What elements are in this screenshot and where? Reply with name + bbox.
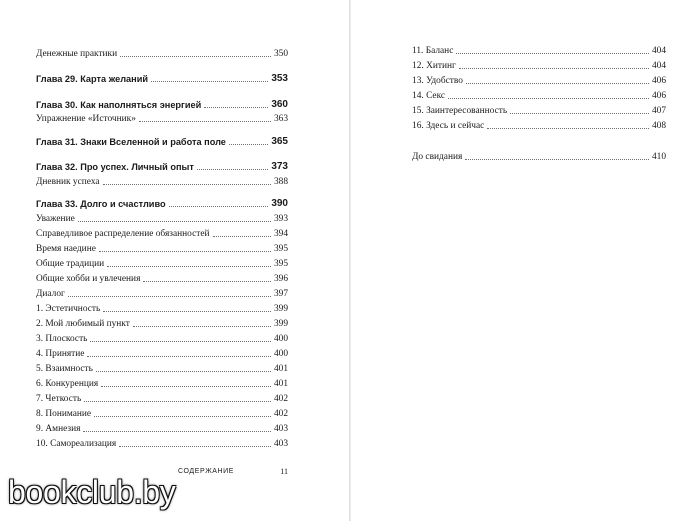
toc-entry-page: 401 [273,379,288,389]
dot-leader [96,371,271,372]
toc-entry-title: 15. Заинтересованность [412,106,508,116]
toc-chapter [36,198,288,210]
toc-entry-title: 3. Плоскость [36,334,88,344]
toc-entry-title: 7. Четкость [36,394,82,404]
dot-leader [133,326,271,327]
page-gutter [349,0,351,521]
dot-leader [510,113,649,114]
dot-leader [229,144,268,145]
toc-entry-page: 402 [273,409,288,419]
toc-chapter [36,73,288,85]
toc-chapter [36,136,288,148]
toc-entry-title: 8. Понимание [36,409,92,419]
toc-entry-title: Упражнение «Источник» [36,114,136,124]
toc-entry [412,75,666,87]
toc-entry-page: 403 [273,424,288,434]
toc-entry [36,318,288,330]
toc-entry-title: Дневник успеха [36,177,100,187]
toc-entry-page: 408 [651,121,666,131]
toc-entry-title: 9. Амнезия [36,424,81,434]
toc-entry-title: Справедливое распределение обязанностей [36,229,210,239]
dot-leader [487,128,649,129]
toc-entry-title: 16. Здесь и сейчас [412,121,485,131]
toc-entry-title: Глава 31. Знаки Вселенной и работа поле [36,137,226,147]
toc-entry-page: 365 [271,136,288,147]
toc-entry [412,45,666,57]
toc-entry [36,273,288,285]
dot-leader [101,386,271,387]
toc-entry-page: 404 [651,46,666,56]
footer-page-number: 11 [280,466,288,476]
dot-leader [120,56,271,57]
toc-entry [36,176,288,188]
toc-entry [36,378,288,390]
dot-leader [90,341,270,342]
toc-entry-title: Уважение [36,214,75,224]
toc-entry-title: Глава 30. Как наполняться энергией [36,100,202,110]
toc-entry [36,408,288,420]
toc-entry-page: 360 [271,99,288,110]
toc-entry-page: 395 [273,259,288,269]
footer-section-label: СОДЕРЖАНИЕ [178,467,235,475]
dot-leader [143,281,271,282]
dot-leader [459,68,649,69]
toc-entry-page: 363 [273,114,288,124]
toc-entry-page: 394 [273,229,288,239]
toc-entry-title: 10. Самореализация [36,439,117,449]
toc-entry-page: 395 [273,244,288,254]
toc-entry-title: До свидания [412,152,463,162]
toc-entry-page: 388 [273,177,288,187]
toc-entry [36,113,288,125]
toc-entry-title: 6. Конкуренция [36,379,99,389]
toc-entry [36,438,288,450]
toc-entry [36,363,288,375]
toc-entry-title: 14. Секс [412,91,446,101]
toc-entry [36,348,288,360]
toc-entry [36,213,288,225]
dot-leader [213,236,271,237]
toc-entry [36,393,288,405]
toc-entry-page: 403 [273,439,288,449]
dot-leader [448,98,649,99]
toc-entry-title: Общие традиции [36,259,105,269]
dot-leader [151,81,268,82]
toc-chapter [36,99,288,111]
dot-leader [169,206,269,207]
toc-entry-page: 400 [273,334,288,344]
toc-entry-page: 402 [273,394,288,404]
toc-entry-page: 390 [271,198,288,209]
dot-leader [68,296,271,297]
toc-entry-page: 410 [651,152,666,162]
toc-entry [412,60,666,72]
dot-leader [139,121,271,122]
toc-entry-page: 400 [273,349,288,359]
dot-leader [99,251,271,252]
toc-entry [36,258,288,270]
toc-entry-title: Время наедине [36,244,96,254]
toc-entry [36,333,288,345]
toc-chapter [36,161,288,173]
toc-entry-title: 12. Хитинг [412,61,456,71]
toc-entry-page: 399 [273,319,288,329]
toc-entry [36,48,288,60]
toc-entry-title: Общие хобби и увлечения [36,274,141,284]
toc-entry [412,151,666,163]
toc-entry-title: Глава 29. Карта желаний [36,74,148,84]
dot-leader [103,184,271,185]
dot-leader [94,416,271,417]
toc-entry-title: Диалог [36,289,65,299]
page-footer [178,465,288,477]
toc-entry-page: 393 [273,214,288,224]
dot-leader [84,401,271,402]
toc-entry-title: Денежные практики [36,49,118,59]
toc-entry-title: 4. Принятие [36,349,85,359]
dot-leader [83,431,271,432]
toc-entry-title: Глава 33. Долго и счастливо [36,199,166,209]
toc-entry-page: 373 [271,161,288,172]
toc-entry [36,243,288,255]
toc-entry-page: 396 [273,274,288,284]
dot-leader [456,53,649,54]
toc-entry-page: 397 [273,289,288,299]
toc-entry-page: 350 [273,49,288,59]
toc-entry-page: 401 [273,364,288,374]
toc-entry [412,120,666,132]
toc-entry [36,288,288,300]
dot-leader [87,356,270,357]
dot-leader [204,107,268,108]
toc-entry-title: 5. Взаимность [36,364,93,374]
toc-entry [36,423,288,435]
dot-leader [78,221,271,222]
toc-entry-title: 2. Мой любимый пункт [36,319,130,329]
toc-entry [36,228,288,240]
toc-entry [412,105,666,117]
dot-leader [466,83,649,84]
toc-entry-page: 404 [651,61,666,71]
watermark-logo: bookclub.by [8,474,176,510]
toc-entry-page: 406 [651,76,666,86]
toc-entry-page: 399 [273,304,288,314]
dot-leader [465,159,649,160]
toc-entry [36,303,288,315]
toc-entry-page: 353 [271,73,288,84]
dot-leader [103,311,271,312]
toc-entry-page: 406 [651,91,666,101]
dot-leader [107,266,271,267]
toc-entry-title: 13. Удобство [412,76,463,86]
dot-leader [197,169,268,170]
toc-entry [412,90,666,102]
dot-leader [119,446,271,447]
toc-entry-title: Глава 32. Про успех. Личный опыт [36,162,194,172]
toc-entry-page: 407 [651,106,666,116]
toc-entry-title: 11. Баланс [412,46,454,56]
toc-entry-title: 1. Эстетичность [36,304,101,314]
